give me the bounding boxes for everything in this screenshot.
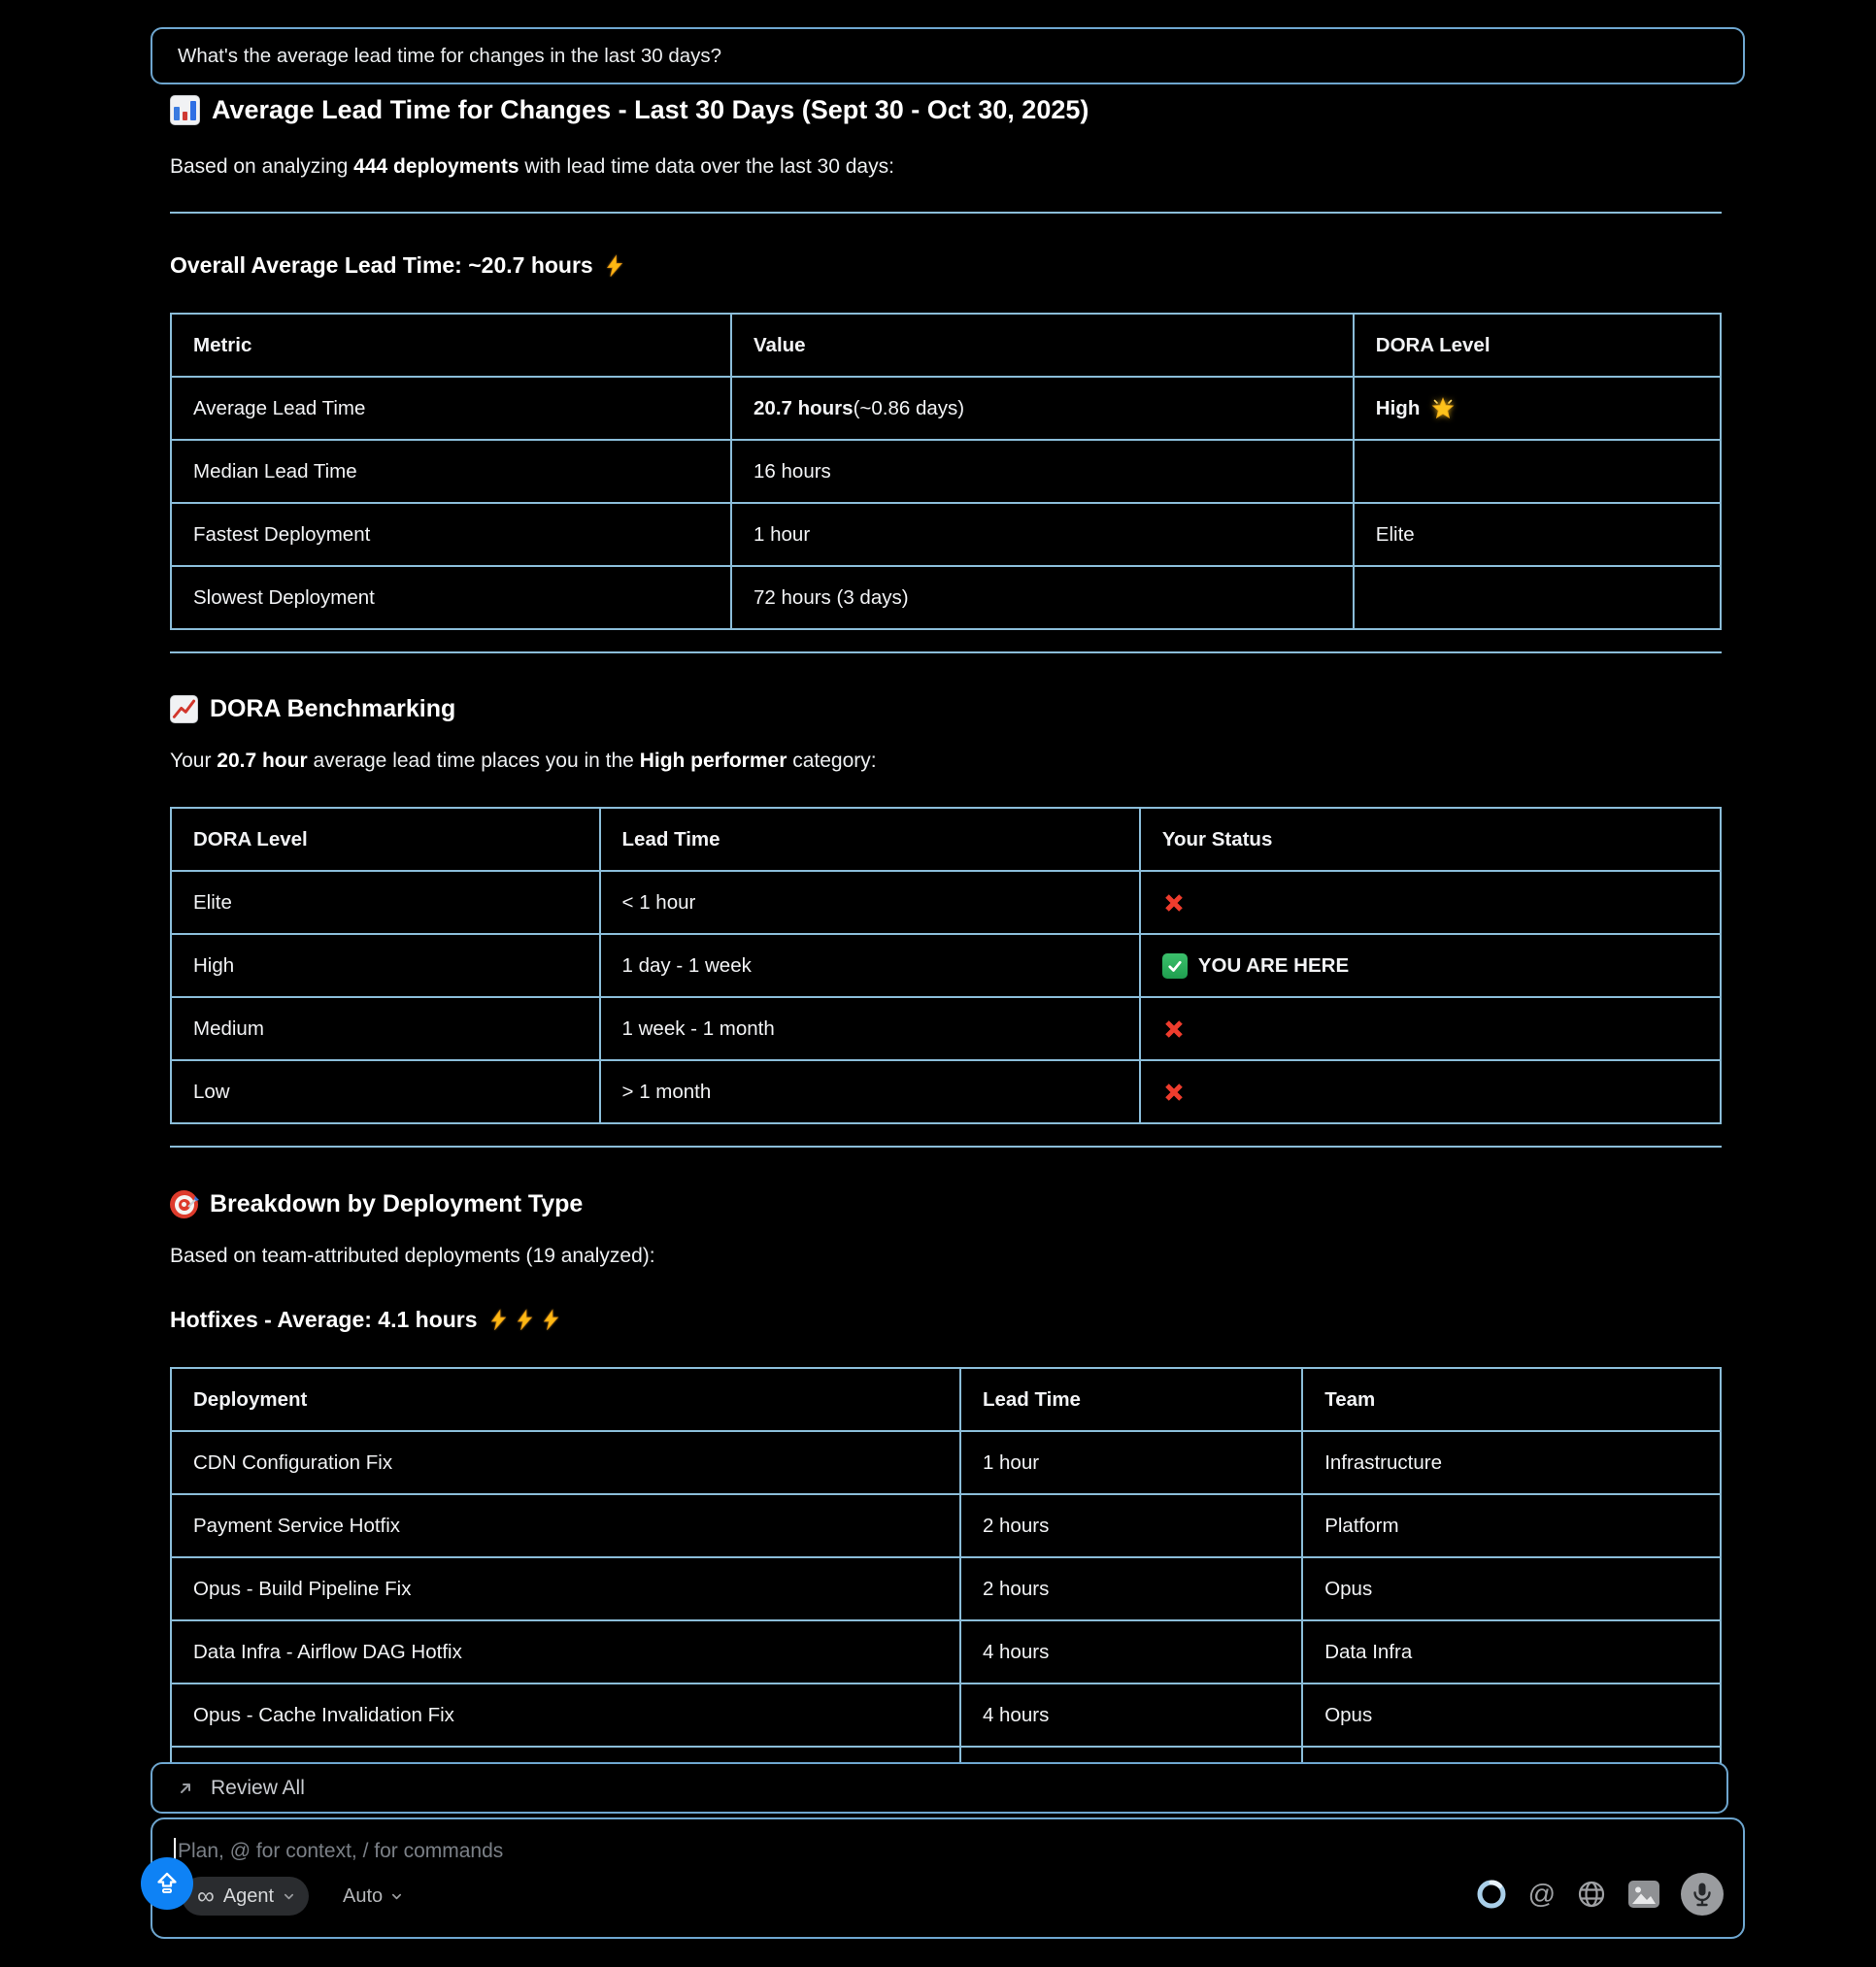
globe-icon[interactable] — [1576, 1879, 1607, 1910]
value-cell: 72 hours (3 days) — [732, 567, 1355, 630]
table-row — [172, 378, 1720, 441]
column-header: Metric — [172, 315, 732, 378]
benchmarking-table — [170, 807, 1722, 1124]
dora-level-cell — [1355, 441, 1720, 504]
status-cell — [1141, 872, 1720, 935]
arrow-up-right-icon — [176, 1779, 195, 1798]
column-header: DORA Level — [172, 809, 601, 872]
table-row — [172, 1061, 1720, 1124]
chart-increasing-icon — [170, 695, 198, 723]
model-selector[interactable] — [343, 1877, 403, 1916]
table-header-row — [172, 315, 1720, 378]
table-row — [172, 1621, 1720, 1684]
lead-time-cell: 4 hours — [961, 1621, 1303, 1684]
chevron-down-icon — [283, 1890, 295, 1903]
column-header: Value — [732, 315, 1355, 378]
deployment-cell: Opus - Cache Invalidation Fix — [172, 1684, 961, 1748]
deployment-cell: Data Infra - Airflow DAG Hotfix — [172, 1621, 961, 1684]
column-header: Lead Time — [961, 1369, 1303, 1432]
high-voltage-icon — [540, 1309, 562, 1331]
dora-level-cell: Elite — [172, 872, 601, 935]
section-divider — [170, 651, 1722, 653]
table-row — [172, 1558, 1720, 1621]
value-cell: 16 hours — [732, 441, 1355, 504]
column-header: Team — [1303, 1369, 1720, 1432]
table-row — [172, 1495, 1720, 1558]
hotfixes-heading: Hotfixes - Average: 4.1 hours — [170, 1307, 478, 1332]
lead-time-cell: 4 hours — [961, 1684, 1303, 1748]
overall-heading: Overall Average Lead Time: ~20.7 hours — [170, 252, 593, 278]
message-input[interactable] — [178, 1840, 1722, 1863]
metric-cell: Slowest Deployment — [172, 567, 732, 630]
lead-time-cell: 2 hours — [961, 1558, 1303, 1621]
intro-paragraph: Based on analyzing 444 deployments with lead time data over the last 30 days: — [170, 155, 894, 178]
cross-mark-icon — [1162, 1017, 1186, 1041]
column-header: DORA Level — [1355, 315, 1720, 378]
cross-mark-icon — [1162, 1081, 1186, 1104]
user-message-bubble — [151, 27, 1745, 84]
chevron-down-icon — [390, 1890, 403, 1903]
table-row — [172, 567, 1720, 630]
high-voltage-icon — [514, 1309, 536, 1331]
report-title: Average Lead Time for Changes - Last 30 Days (Sept 30 - Oct 30, 2025) — [212, 95, 1089, 124]
hotfix-deployments-table — [170, 1367, 1722, 1764]
review-all-button[interactable] — [151, 1762, 1728, 1814]
upload-arrow-icon — [152, 1869, 182, 1898]
agent-mode-selector[interactable] — [182, 1877, 309, 1916]
value-cell: 1 hour — [732, 504, 1355, 567]
send-button[interactable] — [141, 1857, 193, 1910]
status-label: YOU ARE HERE — [1197, 953, 1350, 977]
dora-level-cell — [1355, 567, 1720, 630]
dora-level-cell: High — [172, 935, 601, 998]
deployment-cell: Opus - Build Pipeline Fix — [172, 1558, 961, 1621]
table-header-row — [172, 1369, 1720, 1432]
table-row — [172, 935, 1720, 998]
dora-level-cell: High — [1355, 378, 1720, 441]
overall-heading-row — [170, 252, 1722, 279]
report-title-row — [170, 95, 1722, 125]
lead-time-cell: < 1 hour — [601, 872, 1141, 935]
value-cell: 20.7 hours (~0.86 days) — [732, 378, 1355, 441]
benchmarking-lead: Your 20.7 hour average lead time places you in the High performer category: — [170, 750, 877, 772]
table-row — [172, 504, 1720, 567]
table-row — [172, 998, 1720, 1061]
status-cell — [1141, 935, 1720, 998]
team-cell: Opus — [1303, 1684, 1720, 1748]
metric-cell: Average Lead Time — [172, 378, 732, 441]
metrics-table — [170, 313, 1722, 630]
metric-cell: Fastest Deployment — [172, 504, 732, 567]
microphone-button[interactable] — [1681, 1873, 1724, 1916]
section-divider — [170, 212, 1722, 214]
metric-cell: Median Lead Time — [172, 441, 732, 504]
team-cell: Platform — [1303, 1495, 1720, 1558]
column-header: Deployment — [172, 1369, 961, 1432]
glowing-star-icon — [1430, 396, 1456, 421]
table-row — [172, 441, 1720, 504]
status-cell — [1141, 1061, 1720, 1124]
user-message-text: What's the average lead time for changes in the last 30 days? — [178, 44, 722, 67]
lead-time-cell: 1 week - 1 month — [601, 998, 1141, 1061]
deployment-cell: CDN Configuration Fix — [172, 1432, 961, 1495]
table-row — [172, 872, 1720, 935]
lead-time-cell: 1 day - 1 week — [601, 935, 1141, 998]
model-label: Auto — [343, 1884, 384, 1907]
benchmarking-heading: DORA Benchmarking — [210, 695, 456, 722]
dora-level-cell: Low — [172, 1061, 601, 1124]
lead-time-cell: > 1 month — [601, 1061, 1141, 1124]
progress-ring-icon[interactable] — [1475, 1878, 1508, 1911]
image-icon[interactable] — [1627, 1880, 1660, 1909]
at-sign-icon[interactable]: @ — [1527, 1879, 1556, 1909]
column-header: Your Status — [1141, 809, 1720, 872]
infinity-icon: ∞ — [197, 1882, 215, 1910]
team-cell: Opus — [1303, 1558, 1720, 1621]
team-cell: Data Infra — [1303, 1621, 1720, 1684]
breakdown-heading-row — [170, 1190, 1722, 1218]
dora-level-cell: Medium — [172, 998, 601, 1061]
check-mark-button-icon — [1162, 953, 1188, 979]
agent-mode-label: Agent — [222, 1884, 275, 1907]
dora-level-cell: Elite — [1355, 504, 1720, 567]
deployment-cell: Payment Service Hotfix — [172, 1495, 961, 1558]
section-divider — [170, 1146, 1722, 1148]
hotfixes-heading-row — [170, 1307, 1722, 1333]
composer-panel — [151, 1817, 1745, 1939]
bar-chart-icon — [170, 95, 200, 125]
review-all-label: Review All — [211, 1776, 305, 1799]
breakdown-lead: Based on team-attributed deployments (19 analyzed): — [170, 1245, 655, 1267]
lead-time-cell: 2 hours — [961, 1495, 1303, 1558]
breakdown-heading: Breakdown by Deployment Type — [210, 1190, 584, 1217]
column-header: Lead Time — [601, 809, 1141, 872]
table-row — [172, 1432, 1720, 1495]
high-voltage-icon — [487, 1309, 510, 1331]
cross-mark-icon — [1162, 891, 1186, 915]
target-icon — [170, 1190, 198, 1218]
lead-time-cell: 1 hour — [961, 1432, 1303, 1495]
status-cell — [1141, 998, 1720, 1061]
benchmarking-heading-row — [170, 695, 1722, 723]
table-row — [172, 1684, 1720, 1748]
team-cell: Infrastructure — [1303, 1432, 1720, 1495]
table-header-row — [172, 809, 1720, 872]
high-voltage-icon — [603, 254, 626, 278]
